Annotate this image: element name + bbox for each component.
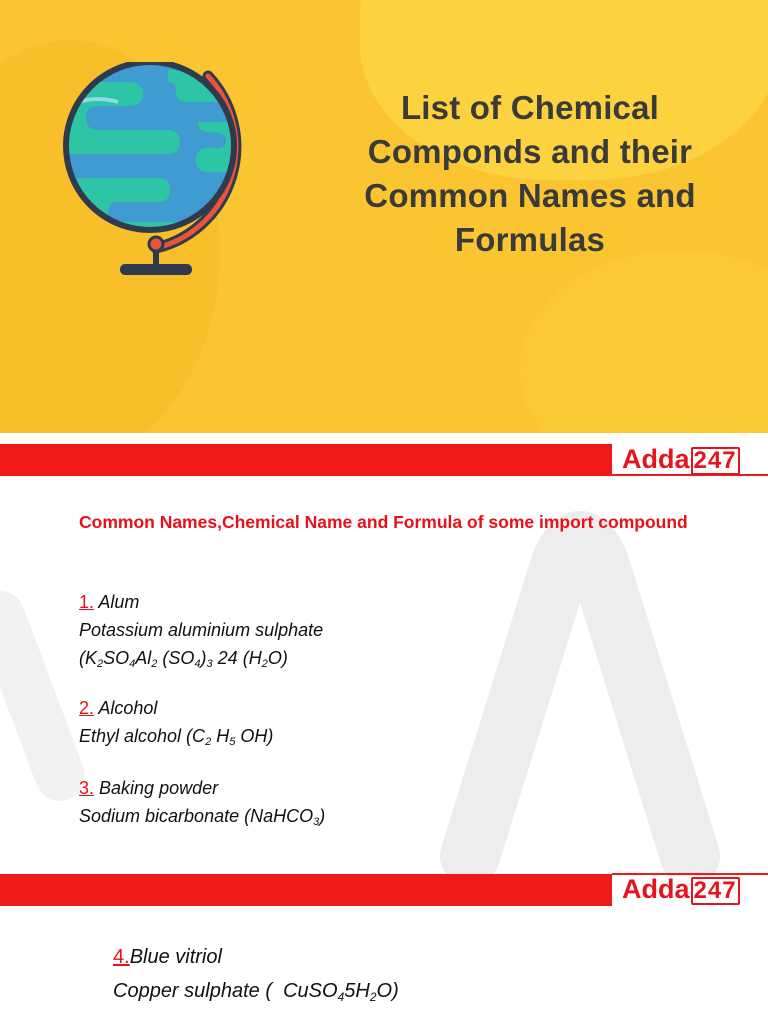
globe-icon — [58, 62, 268, 282]
adda247-logo — [622, 873, 740, 905]
title-line: Formulas — [454, 221, 606, 258]
cover-title — [330, 86, 730, 262]
entry-title — [79, 774, 325, 802]
entry-number: 4. — [113, 946, 130, 968]
entry-1 — [79, 588, 323, 672]
common-name: Alcohol — [98, 698, 158, 718]
cover-slide — [0, 0, 768, 433]
common-name: Alum — [98, 592, 140, 612]
common-name: Baking powder — [99, 778, 219, 798]
header-red-bar — [0, 444, 612, 476]
logo-number: 247 — [691, 447, 740, 475]
background-blob — [520, 250, 768, 433]
entry-2 — [79, 694, 273, 750]
entry-title — [79, 588, 323, 616]
adda247-logo — [622, 443, 740, 475]
chemical-name: Copper sulphate ( $CuSO_45H_2O$) — [113, 980, 399, 1004]
title-line: Componds and their — [367, 133, 693, 170]
logo-text: Adda — [622, 874, 690, 904]
entry-number: 1. — [79, 592, 95, 612]
title-line: List of Chemical — [400, 89, 660, 126]
logo-number: 247 — [691, 877, 740, 905]
entry-number: 3. — [79, 778, 95, 798]
entry-title — [79, 694, 273, 722]
section-heading: Common Names,Chemical Name and Formula of some import compound — [79, 512, 688, 532]
common-name: Blue vitriol — [129, 946, 222, 968]
formula: ($K_2SO_4Al_2$ $(SO_4)_3$ 24 $(H_2O)$ — [79, 648, 288, 670]
entry-title — [113, 940, 399, 974]
entry-4 — [113, 940, 399, 1008]
entry-number: 2. — [79, 698, 95, 718]
entry-3 — [79, 774, 325, 830]
chemical-name: Potassium aluminium sulphate — [79, 620, 324, 640]
chemical-name: Ethyl alcohol ($C_2$ $H_5$ OH) — [79, 726, 274, 748]
logo-text: Adda — [622, 444, 690, 474]
title-line: Common Names and — [364, 177, 696, 214]
header-red-bar — [0, 874, 612, 906]
chemical-name: Sodium bicarbonate (NaHCO$_3$) — [79, 806, 326, 828]
